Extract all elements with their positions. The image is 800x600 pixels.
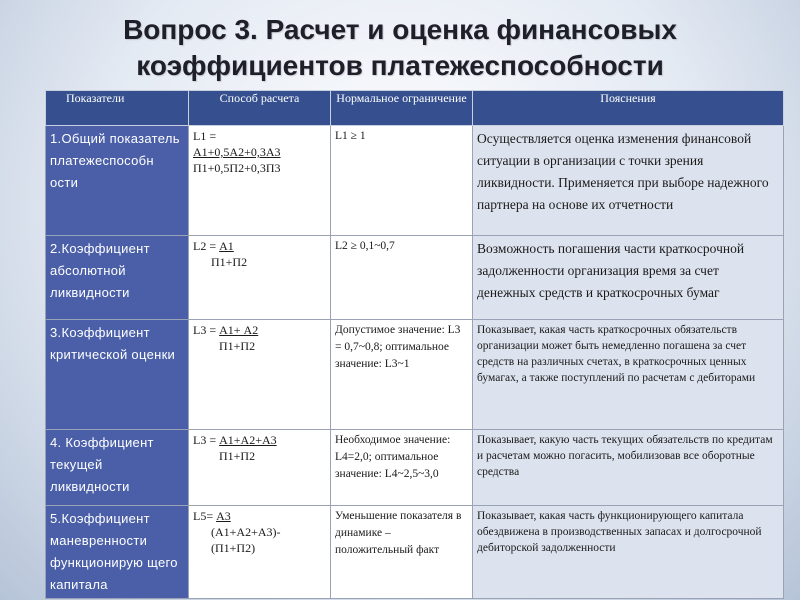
slide-title [0, 12, 800, 84]
row-explanation: Показывает, какая часть функционирующего капитала обездвижена в производственных запасах и долгосрочной дебиторской задолженности [473, 506, 784, 599]
calc-numerator: А1+0,5А2+0,3А3 [193, 145, 281, 159]
table-row [46, 506, 784, 599]
calc-denominator: П1+0,5П2+0,3П3 [193, 161, 281, 175]
table-row [46, 430, 784, 506]
calc-denominator: (А1+А2+А3)- [211, 525, 281, 539]
table-header-row [46, 91, 784, 126]
calc-numerator: А3 [216, 509, 231, 523]
calc-lhs: L3 = [193, 433, 217, 447]
row-calculation [189, 506, 331, 599]
row-normal-limit: Допустимое значение: L3 = 0,7~0,8; оптимальное значение: L3~1 [331, 320, 473, 430]
calc-denominator: П1+П2 [219, 449, 256, 463]
table-row [46, 236, 784, 320]
row-explanation: Осуществляется оценка изменения финансовой ситуации в организации с точки зрения ликвидности. Применяется при выборе надежного партнера на основе их отчетности [473, 126, 784, 236]
header-normal-limit: Нормальное ограничение [331, 91, 473, 126]
header-calculation: Способ расчета [189, 91, 331, 126]
calc-denominator-cont: (П1+П2) [211, 541, 256, 555]
row-name: 1.Общий показатель платежеспособн ости [46, 126, 189, 236]
row-calculation [189, 430, 331, 506]
calc-lhs: L5= [193, 509, 214, 523]
row-normal-limit: Уменьшение показателя в динамике – положительный факт [331, 506, 473, 599]
row-calculation [189, 126, 331, 236]
calc-denominator: П1+П2 [211, 255, 248, 269]
row-calculation [189, 236, 331, 320]
calc-numerator: А1 [219, 239, 234, 253]
calc-lhs: L2 = [193, 239, 217, 253]
calc-denominator: П1+П2 [219, 339, 256, 353]
row-name: 2.Коэффициент абсолютной ликвидности [46, 236, 189, 320]
calc-lhs: L3 = [193, 323, 217, 337]
title-line-2: коэффициентов платежеспособности [136, 50, 664, 81]
table-row [46, 126, 784, 236]
calc-numerator: А1+А2+А3 [219, 433, 277, 447]
row-explanation: Возможность погашения части краткосрочной задолженности организация время за счет денежных средств и краткосрочных бумаг [473, 236, 784, 320]
header-explanations: Пояснения [473, 91, 784, 126]
row-name: 4. Коэффициент текущей ликвидности [46, 430, 189, 506]
header-indicators: Показатели [46, 91, 189, 126]
ratios-table [45, 90, 784, 599]
row-normal-limit: L2 ≥ 0,1~0,7 [331, 236, 473, 320]
table-row [46, 320, 784, 430]
row-normal-limit: L1 ≥ 1 [331, 126, 473, 236]
title-line-1: Вопрос 3. Расчет и оценка финансовых [123, 14, 677, 45]
calc-numerator: А1+ А2 [219, 323, 259, 337]
row-calculation [189, 320, 331, 430]
row-explanation: Показывает, какую часть текущих обязательств по кредитам и расчетам можно погасить, мобилизовав все оборотные средства [473, 430, 784, 506]
calc-lhs: L1 = [193, 129, 217, 143]
row-normal-limit: Необходимое значение: L4=2,0; оптимальное значение: L4~2,5~3,0 [331, 430, 473, 506]
row-name: 5.Коэффициент маневренности функционирую щего капитала [46, 506, 189, 599]
row-name: 3.Коэффициент критической оценки [46, 320, 189, 430]
row-explanation: Показывает, какая часть краткосрочных обязательств организации может быть немедленно погашена за счет средств на различных счетах, в краткосрочных ценных бумагах, а также поступлений по расчетам с дебиторами [473, 320, 784, 430]
